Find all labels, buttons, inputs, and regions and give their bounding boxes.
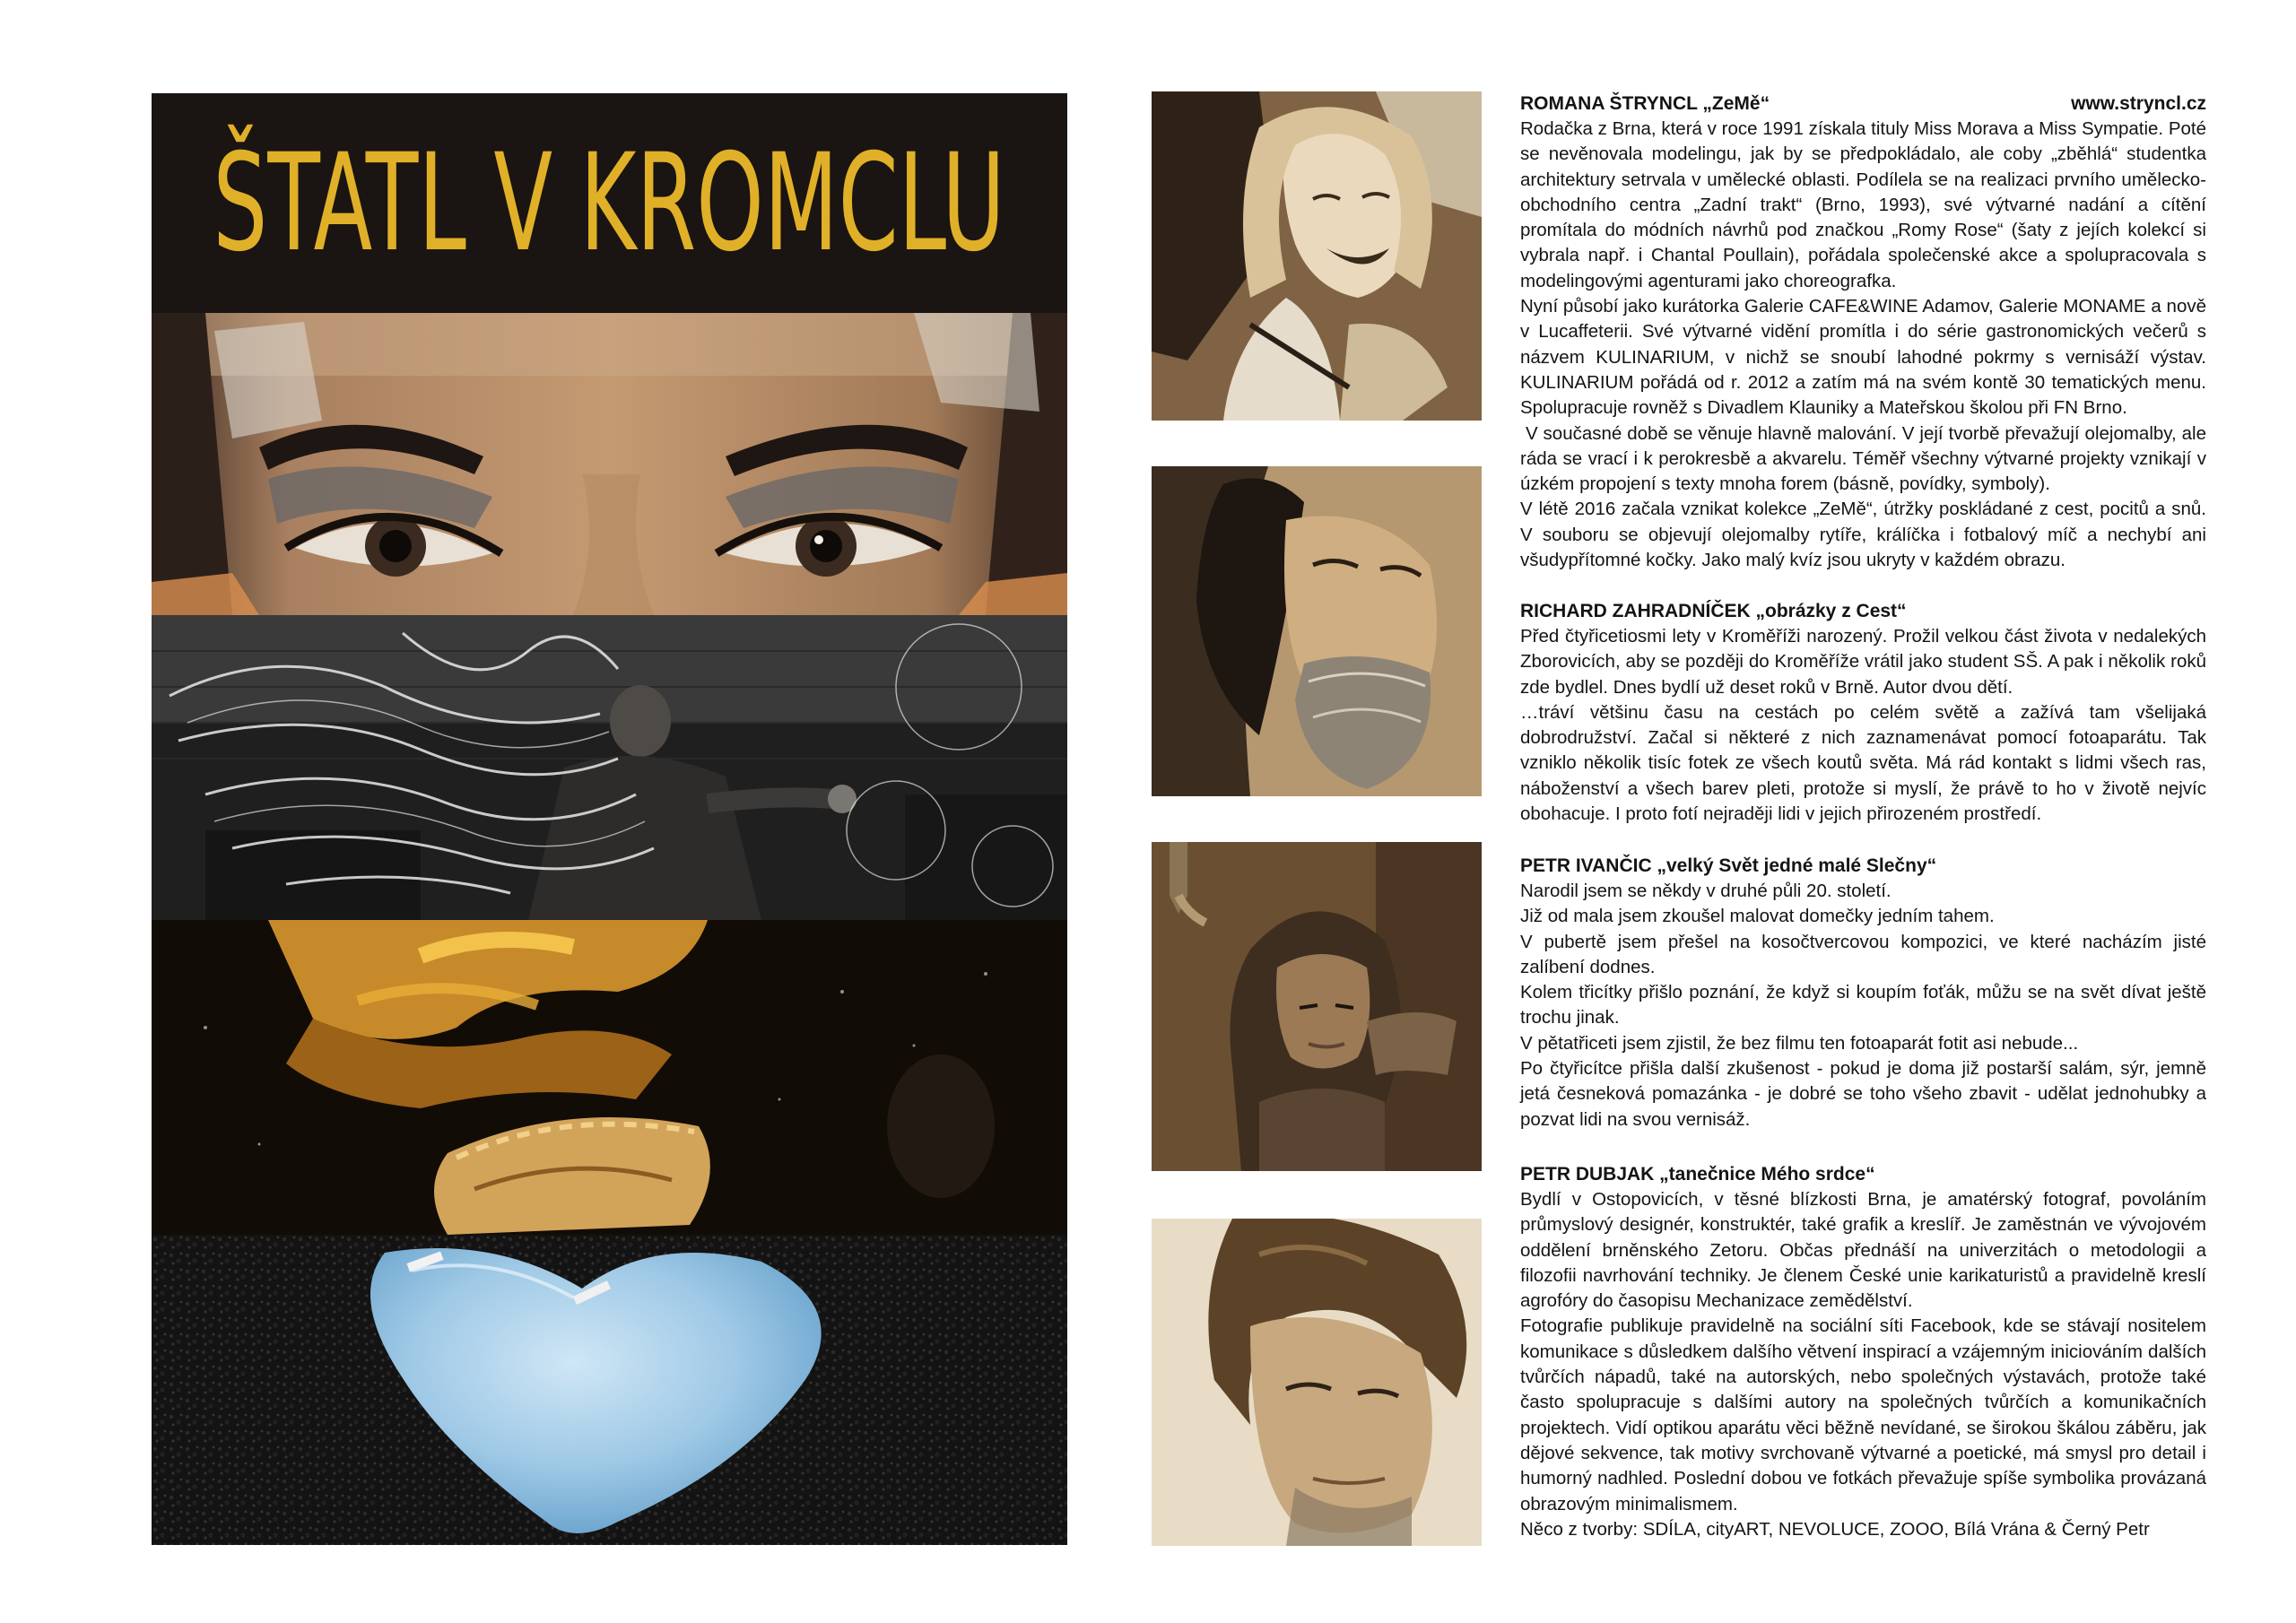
artist-heading (1520, 1162, 2206, 1187)
exhibition-poster (152, 93, 1067, 1545)
bio-paragraph: Před čtyřicetiosmi lety v Kroměříži narozený. Prožil velkou část života v nedalekých Zborovicích, aby se později do Kroměříže vrátil jako student SŠ. A pak i několik roků zde bydlel. Dnes bydlí už deset roků v Brně. Autor dvou dětí. (1520, 626, 2206, 698)
painted-eyes-image (152, 313, 1067, 615)
golden-shadow-image (152, 920, 1067, 1235)
poster-title-bar (152, 93, 1067, 313)
bio-paragraph: …tráví většinu času na cestách po celém světě a zažívá tam všelijaká dobrodružství. Začal si některé z nich zaznamenávat pomocí fotoaparátu. Tak vzniklo několik tisíc fotek ze všech koutů světa. Má rád kontakt s lidmi všech ras, náboženství a všech barev pleti, protože si myslí, že právě to ho v životě nejvíc obohacuje. I proto fotí nejraději lidi v jejich přirozeném prostředí. (1520, 701, 2206, 825)
artist-bio-petr-dubjak (1520, 1162, 2206, 1542)
heart-puddle-image (152, 1235, 1067, 1545)
portrait-petr-dubjak (1152, 1219, 1482, 1546)
bio-paragraph: V pubertě jsem přešel na kosočtvercovou kompozici, ve které nacházím jisté zalíbení dodnes. (1520, 931, 2206, 977)
artist-bio-richard-zahradnicek (1520, 599, 2206, 827)
bio-paragraph: Fotografie publikuje pravidelně na sociální síti Facebook, kde se stávají nositelem komunikace s důsledkem dalšího větvení inspirací a vzájemným iniciováním dalších tvůrčích nápadů, také na autorských, nebo společných výstavách, protože také často spolupracuje s dalšími autory na společných tvůrčích a komunikačních projektech. Vidí optikou aparátu věci běžně nevídané, se širokou škálou záběru, jak dějové sekvence, tak motivy svrchovaně výtvarné a poetické, má smysl pro detail i humorný nadhled. Poslední dobou ve fotkách převažuje spíše symbolika provázaná obrazovým minimalismem. (1520, 1315, 2206, 1515)
artist-website-link[interactable]: www.stryncl.cz (2071, 93, 2206, 114)
bio-paragraph: Po čtyřicítce přišla další zkušenost - pokud je doma již postarší salám, sýr, jemně jetá česneková pomazánka - je dobré se toho všeho zbavit - udělat jednohubky a pozvat lidi na svou vernisáž. (1520, 1058, 2206, 1130)
bio-paragraph: Kolem třicítky přišlo poznání, že když si koupím foťák, můžu se na svět dívat ještě trochu jinak. (1520, 982, 2206, 1028)
artist-name-title: PETR IVANČIC „velký Svět jedné malé Slečny“ (1520, 855, 1937, 876)
bio-paragraph: Již od mala jsem zkoušel malovat domečky jedním tahem. (1520, 906, 1995, 927)
artist-name-title: PETR DUBJAK „tanečnice Mého srdce“ (1520, 1164, 1875, 1185)
bio-paragraph: V současné době se věnuje hlavně malování. V její tvorbě převažují olejomalby, ale ráda se vrací i k perokresbě a akvarelu. Téměř všechny výtvarné projekty vznikají v úzkém propojení s texty mnoha forem (básně, povídky, symboly). (1520, 422, 2212, 495)
bio-paragraph: V létě 2016 začala vznikat kolekce „ZeMě“, útržky poskládané z cest, pocitů a snů. V souboru se objevují olejomalby rytíře, králíčka i fotbalový míč a nechybí ani všudypřítomné kočky. Jako malý kvíz jsou ukryty v každém obrazu. (1520, 499, 2206, 571)
artist-bio-romana-stryncl (1520, 91, 2212, 573)
portrait-petr-ivancic (1152, 842, 1482, 1171)
artist-heading (1520, 854, 2206, 879)
bio-paragraph: Bydlí v Ostopovicích, v těsné blízkosti Brna, je amatérský fotograf, povoláním průmyslový designér, konstruktér, také grafik a kreslíř. Je zaměstnán ve vývojovém oddělení brněnského Zetoru. Občas přednáší na univerzitách o metodologii a filozofii navrhování techniky. Je členem České unie karikaturistů a pravidelně kreslí agrofóry do časopisu Mechanizace zemědělství. (1520, 1189, 2206, 1312)
portrait-richard-zahradnicek (1152, 466, 1482, 796)
bio-paragraph: V pětatřiceti jsem zjistil, že bez filmu ten fotoaparát fotit asi nebude... (1520, 1032, 2079, 1054)
poster-title: ŠTATL V KROMCLU (213, 125, 1006, 282)
bio-paragraph: Nyní působí jako kurátorka Galerie CAFE&WINE Adamov, Galerie MONAME a nově v Lucaffeterii. Své výtvarné vidění promítla i do série gastronomických večerů s názvem KULINARIUM, v nichž se snoubí lahodné pokrmy s vernisáží výstav. KULINARIUM pořádá od r. 2012 a zatím má na svém kontě 30 tematických menu. Spolupracuje rovněž s Divadlem Klauniky a Mateřskou školou při FN Brno. (1520, 296, 2206, 419)
artist-name-title: RICHARD ZAHRADNÍČEK „obrázky z Cest“ (1520, 601, 1907, 621)
artist-heading (1520, 599, 2206, 624)
artist-name-title: ROMANA ŠTRYNCL „ZeMě“ (1520, 93, 1770, 114)
portrait-romana-stryncl (1152, 91, 1482, 421)
artist-bio-petr-ivancic (1520, 854, 2206, 1133)
bio-paragraph: Rodačka z Brna, která v roce 1991 získala tituly Miss Morava a Miss Sympatie. Poté se nevěnovala modelingu, jak by se předpokládalo, ale coby „zběhlá“ studentka architektury setrvala v umělecké oblasti. Podílela se na realizaci prvního umělecko-obchodního centra „Zadní trakt“ (Brno, 1993), své výtvarné nadání a cítění promítala do módních návrhů pod značkou „Romy Rose“ (šaty z jejích kolekcí si vybrala např. i Chantal Poullain), pořádala společenské akce a spolupracovala s modelingovými agenturami jako choreografka. (1520, 118, 2206, 291)
bio-paragraph: Narodil jsem se někdy v druhé půli 20. století. (1520, 881, 1892, 901)
artist-heading (1520, 91, 2206, 117)
bio-paragraph: Něco z tvorby: SDÍLA, cityART, NEVOLUCE, ZOOO, Bílá Vrána & Černý Petr (1520, 1518, 2150, 1540)
soap-bubbles-image (152, 615, 1067, 920)
